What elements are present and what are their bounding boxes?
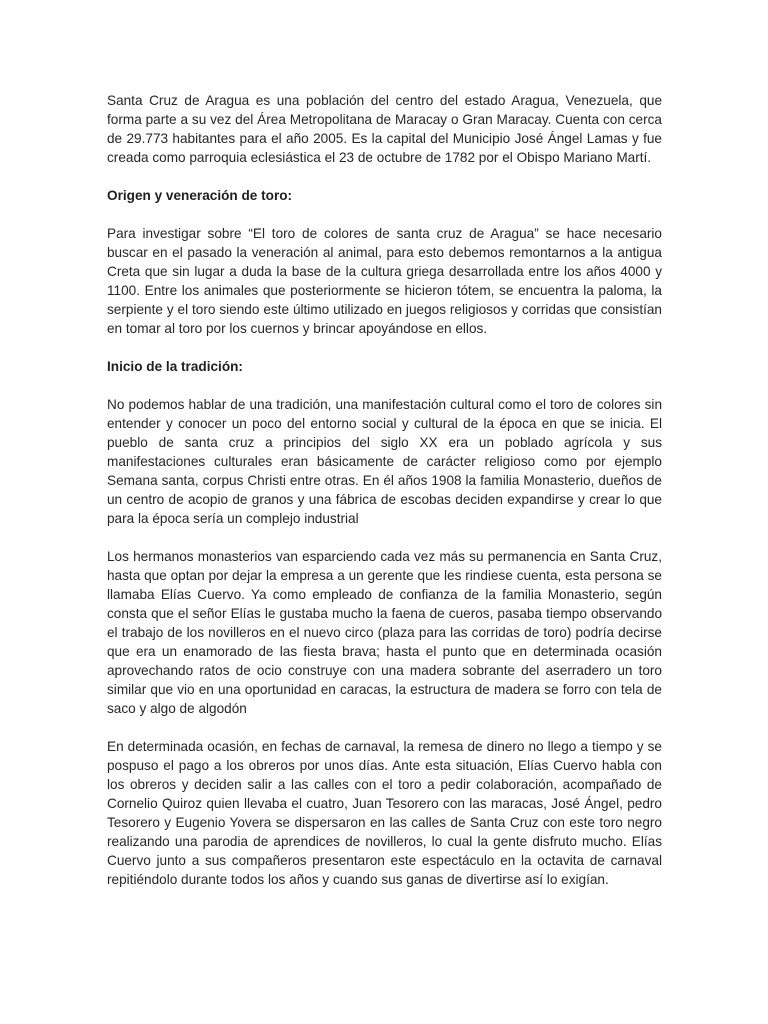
heading-inicio: Inicio de la tradición:	[107, 359, 243, 374]
paragraph-intro: Santa Cruz de Aragua es una población del centro del estado Aragua, Venezuela, que forma parte a su vez del Área Metropolitana de Maracay o Gran Maracay. Cuenta con cerca de 29.773 habitantes para el año 2005. Es la capital del Municipio José Ángel Lamas y fue creada como parroquia eclesiástica el 23 de octubre de 1782 por el Obispo Mariano Martí.	[107, 93, 662, 165]
paragraph-carnaval: En determinada ocasión, en fechas de carnaval, la remesa de dinero no llego a tiempo y se pospuso el pago a los obreros por unos días. Ante esta situación, Elías Cuervo habla con los obreros y deciden salir a las calles con el toro a pedir colaboración, acompañado de Cornelio Quiroz quien llevaba el cuatro, Juan Tesorero con las maracas, José Ángel, pedro Tesorero y Eugenio Yovera se dispersaron en las calles de Santa Cruz con este toro negro realizando una parodia de aprendices de novilleros, lo cual la gente disfruto mucho. Elías Cuervo junto a sus compañeros presentaron este espectáculo en la octavita de carnaval repitiéndolo durante todos los años y cuando sus ganas de divertirse así lo exigían.	[107, 739, 662, 887]
paragraph-inicio: No podemos hablar de una tradición, una manifestación cultural como el toro de colores sin entender y conocer un poco del entorno social y cultural de la época en que se inicia. El pueblo de santa cruz a principios del siglo XX era un poblado agrícola y sus manifestaciones culturales eran básicamente de carácter religioso como por ejemplo Semana santa, corpus Christi entre otras. En él años 1908 la familia Monasterio, dueños de un centro de acopio de granos y una fábrica de escobas deciden expandirse y crear lo que para la época sería un complejo industrial	[107, 397, 662, 526]
document-body	[107, 91, 662, 908]
paragraph-hermanos: Los hermanos monasterios van esparciendo cada vez más su permanencia en Santa Cruz, hasta que optan por dejar la empresa a un gerente que les rindiese cuenta, esta persona se llamaba Elías Cuervo. Ya como empleado de confianza de la familia Monasterio, según consta que el señor Elías le gustaba mucho la faena de cueros, pasaba tiempo observando el trabajo de los novilleros en el nuevo circo (plaza para las corridas de toro) podría decirse que era un enamorado de las fiesta brava; hasta el punto que en determinada ocasión aprovechando ratos de ocio construye con una madera sobrante del aserradero un toro similar que vio en una oportunidad en caracas, la estructura de madera se forro con tela de saco y algo de algodón	[107, 549, 662, 716]
heading-origen: Origen y veneración de toro:	[107, 188, 293, 203]
paragraph-origen: Para investigar sobre “El toro de colores de santa cruz de Aragua” se hace necesario buscar en el pasado la veneración al animal, para esto debemos remontarnos a la antigua Creta que sin lugar a duda la base de la cultura griega desarrollada entre los años 4000 y 1100. Entre los animales que posteriormente se hicieron tótem, se encuentra la paloma, la serpiente y el toro siendo este último utilizado en juegos religiosos y corridas que consistían en tomar al toro por los cuernos y brincar apoyándose en ellos.	[107, 226, 662, 336]
